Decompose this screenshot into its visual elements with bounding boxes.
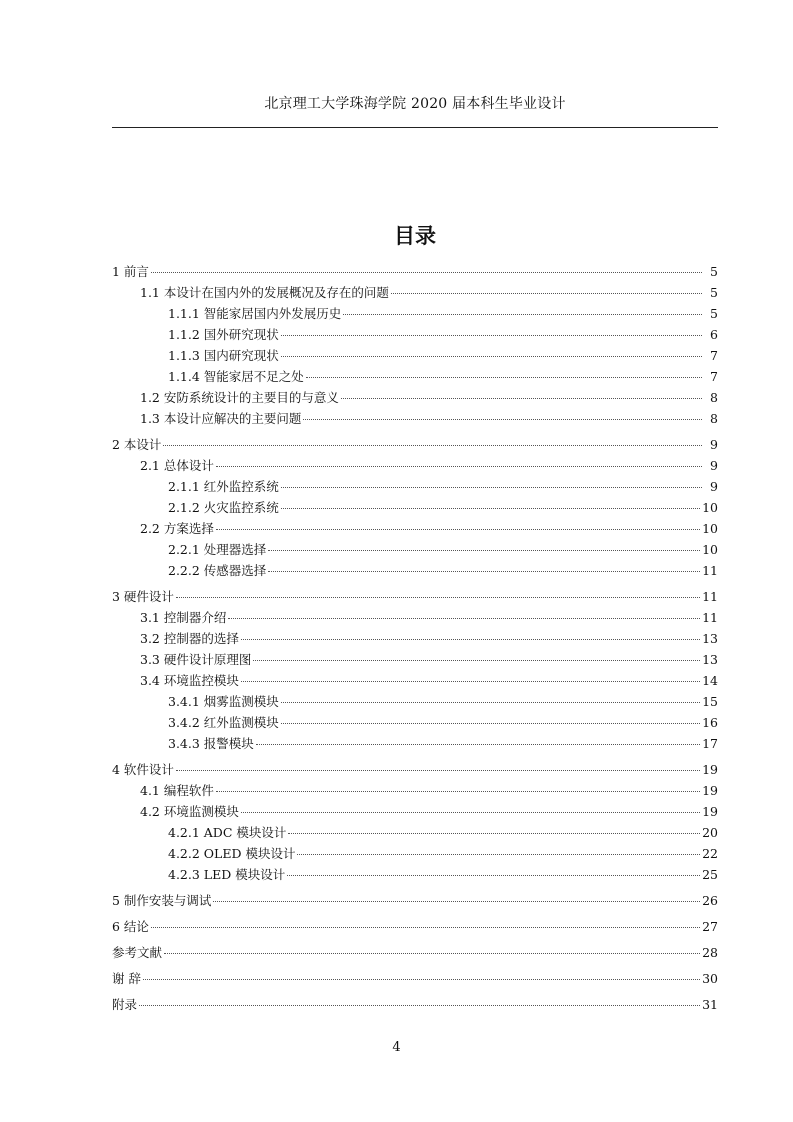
toc-leader-dots — [391, 293, 702, 294]
toc-entry-page: 22 — [702, 846, 718, 861]
toc-entry[interactable] — [112, 649, 718, 670]
toc-entry-page: 10 — [702, 542, 718, 557]
toc-entry-page: 6 — [710, 327, 718, 342]
toc-entry-label: 3.2 控制器的选择 — [140, 631, 239, 646]
toc-entry-label: 1 前言 — [112, 264, 149, 279]
toc-entry-label: 2.2 方案选择 — [140, 521, 214, 536]
toc-entry-label: 3.4.2 红外监测模块 — [168, 715, 279, 730]
toc-entry-page: 5 — [710, 306, 718, 321]
toc-entry[interactable] — [112, 759, 718, 780]
toc-entry[interactable] — [112, 712, 718, 733]
toc-leader-dots — [256, 744, 700, 745]
toc-entry-label: 4.2.1 ADC 模块设计 — [168, 825, 287, 840]
toc-entry-label: 4.2.3 LED 模块设计 — [168, 867, 286, 882]
toc-entry-label: 1.1.3 国内研究现状 — [168, 348, 279, 363]
toc-entry-page: 28 — [702, 945, 718, 960]
toc-leader-dots — [343, 314, 702, 315]
toc-entry[interactable] — [112, 345, 718, 366]
toc-entry[interactable] — [112, 994, 718, 1015]
toc-entry-label: 3.4.1 烟雾监测模块 — [168, 694, 279, 709]
running-header: 北京理工大学珠海学院 2020 届本科生毕业设计 — [264, 96, 566, 112]
toc-entry-label: 2.2.2 传感器选择 — [168, 563, 267, 578]
toc-entry[interactable] — [112, 733, 718, 754]
toc-entry-label: 1.1.2 国外研究现状 — [168, 327, 279, 342]
toc-entry[interactable] — [112, 843, 718, 864]
toc-entry-page: 10 — [702, 500, 718, 515]
toc-entry[interactable] — [112, 864, 718, 885]
toc-entry-page: 9 — [710, 479, 718, 494]
toc-leader-dots — [341, 398, 702, 399]
toc-entry-page: 9 — [710, 458, 718, 473]
toc-entry-label: 2.1 总体设计 — [140, 458, 214, 473]
toc-leader-dots — [216, 466, 702, 467]
toc-entry[interactable] — [112, 387, 718, 408]
toc-leader-dots — [281, 723, 700, 724]
toc-leader-dots — [268, 571, 700, 572]
toc-leader-dots — [306, 377, 702, 378]
toc-entry-page: 15 — [702, 694, 718, 709]
toc-entry-page: 30 — [702, 971, 718, 986]
toc-entry-page: 14 — [702, 673, 718, 688]
toc-entry-page: 8 — [710, 390, 718, 405]
toc-leader-dots — [303, 419, 702, 420]
toc-entry-label: 4.2.2 OLED 模块设计 — [168, 846, 296, 861]
toc-entry-label: 2 本设计 — [112, 437, 162, 452]
toc-entry-page: 13 — [702, 652, 718, 667]
toc-entry-page: 19 — [702, 762, 718, 777]
toc-entry-label: 1.1.1 智能家居国内外发展历史 — [168, 306, 342, 321]
toc-entry-label: 1.1.4 智能家居不足之处 — [168, 369, 304, 384]
toc-entry[interactable] — [112, 282, 718, 303]
toc-entry[interactable] — [112, 497, 718, 518]
toc-entry[interactable] — [112, 801, 718, 822]
toc-leader-dots — [287, 875, 700, 876]
toc-entry-page: 5 — [710, 285, 718, 300]
toc-entry-label: 谢 辞 — [112, 971, 141, 986]
toc-entry-label: 3.3 硬件设计原理图 — [140, 652, 252, 667]
toc-leader-dots — [163, 445, 702, 446]
toc-leader-dots — [216, 529, 700, 530]
toc-entry[interactable] — [112, 518, 718, 539]
toc-entry[interactable] — [112, 303, 718, 324]
toc-entry[interactable] — [112, 408, 718, 429]
toc-title: 目录 — [394, 224, 436, 248]
toc-entry-page: 17 — [702, 736, 718, 751]
toc-entry-page: 26 — [702, 893, 718, 908]
toc-entry-page: 7 — [710, 369, 718, 384]
toc-entry-label: 参考文献 — [112, 945, 163, 960]
toc-leader-dots — [241, 639, 700, 640]
toc-leader-dots — [164, 953, 700, 954]
toc-entry-label: 3.1 控制器介绍 — [140, 610, 227, 625]
toc-leader-dots — [281, 508, 700, 509]
toc-entry[interactable] — [112, 691, 718, 712]
toc-entry-label: 4.2 环境监测模块 — [140, 804, 239, 819]
toc-entry-page: 11 — [702, 589, 718, 604]
toc-leader-dots — [228, 618, 700, 619]
toc-entry-label: 2.2.1 处理器选择 — [168, 542, 267, 557]
toc-entry[interactable] — [112, 434, 718, 455]
toc-entry-page: 11 — [702, 610, 718, 625]
toc-entry[interactable] — [112, 324, 718, 345]
toc-leader-dots — [281, 356, 702, 357]
toc-entry-label: 4 软件设计 — [112, 762, 174, 777]
toc-entry-label: 4.1 编程软件 — [140, 783, 214, 798]
toc-entry-label: 2.1.2 火灾监控系统 — [168, 500, 279, 515]
toc-leader-dots — [241, 681, 700, 682]
toc-entry-page: 9 — [710, 437, 718, 452]
toc-entry-page: 10 — [702, 521, 718, 536]
toc-entry[interactable] — [112, 822, 718, 843]
toc-entry-page: 5 — [710, 264, 718, 279]
toc-leader-dots — [151, 272, 702, 273]
toc-leader-dots — [297, 854, 700, 855]
toc-entry-page: 27 — [702, 919, 718, 934]
toc-entry-page: 19 — [702, 804, 718, 819]
toc-leader-dots — [139, 1005, 700, 1006]
toc-entry-page: 20 — [702, 825, 718, 840]
toc-entry-label: 1.3 本设计应解决的主要问题 — [140, 411, 302, 426]
toc-entry[interactable] — [112, 942, 718, 963]
toc-leader-dots — [176, 597, 700, 598]
toc-leader-dots — [281, 335, 702, 336]
page-number: 4 — [392, 1040, 401, 1055]
toc-entry[interactable] — [112, 628, 718, 649]
toc-entry[interactable] — [112, 968, 718, 989]
toc-entry[interactable] — [112, 890, 718, 911]
toc-leader-dots — [151, 927, 700, 928]
table-of-contents — [112, 261, 718, 1015]
toc-leader-dots — [143, 979, 700, 980]
header-divider — [112, 127, 718, 128]
toc-entry[interactable] — [112, 586, 718, 607]
toc-entry[interactable] — [112, 539, 718, 560]
toc-entry[interactable] — [112, 560, 718, 581]
toc-entry[interactable] — [112, 780, 718, 801]
toc-entry-label: 6 结论 — [112, 919, 149, 934]
toc-leader-dots — [281, 702, 700, 703]
toc-entry-label: 2.1.1 红外监控系统 — [168, 479, 279, 494]
toc-entry-label: 附录 — [112, 997, 138, 1012]
toc-entry-page: 25 — [702, 867, 718, 882]
toc-entry[interactable] — [112, 670, 718, 691]
toc-entry-label: 3 硬件设计 — [112, 589, 174, 604]
toc-leader-dots — [288, 833, 700, 834]
toc-leader-dots — [241, 812, 700, 813]
toc-entry-page: 11 — [702, 563, 718, 578]
toc-entry-label: 1.1 本设计在国内外的发展概况及存在的问题 — [140, 285, 389, 300]
toc-entry[interactable] — [112, 476, 718, 497]
toc-leader-dots — [253, 660, 700, 661]
toc-entry-label: 3.4.3 报警模块 — [168, 736, 254, 751]
toc-entry-page: 19 — [702, 783, 718, 798]
toc-entry[interactable] — [112, 261, 718, 282]
toc-entry[interactable] — [112, 366, 718, 387]
toc-entry-page: 16 — [702, 715, 718, 730]
toc-entry-page: 8 — [710, 411, 718, 426]
toc-leader-dots — [213, 901, 700, 902]
toc-leader-dots — [281, 487, 702, 488]
toc-entry-label: 3.4 环境监控模块 — [140, 673, 239, 688]
toc-entry-page: 7 — [710, 348, 718, 363]
toc-entry[interactable] — [112, 455, 718, 476]
toc-entry[interactable] — [112, 916, 718, 937]
toc-leader-dots — [268, 550, 700, 551]
toc-entry-page: 31 — [702, 997, 718, 1012]
toc-entry-page: 13 — [702, 631, 718, 646]
toc-entry-label: 1.2 安防系统设计的主要目的与意义 — [140, 390, 339, 405]
toc-leader-dots — [216, 791, 700, 792]
toc-entry-label: 5 制作安装与调试 — [112, 893, 212, 908]
toc-leader-dots — [176, 770, 700, 771]
toc-entry[interactable] — [112, 607, 718, 628]
